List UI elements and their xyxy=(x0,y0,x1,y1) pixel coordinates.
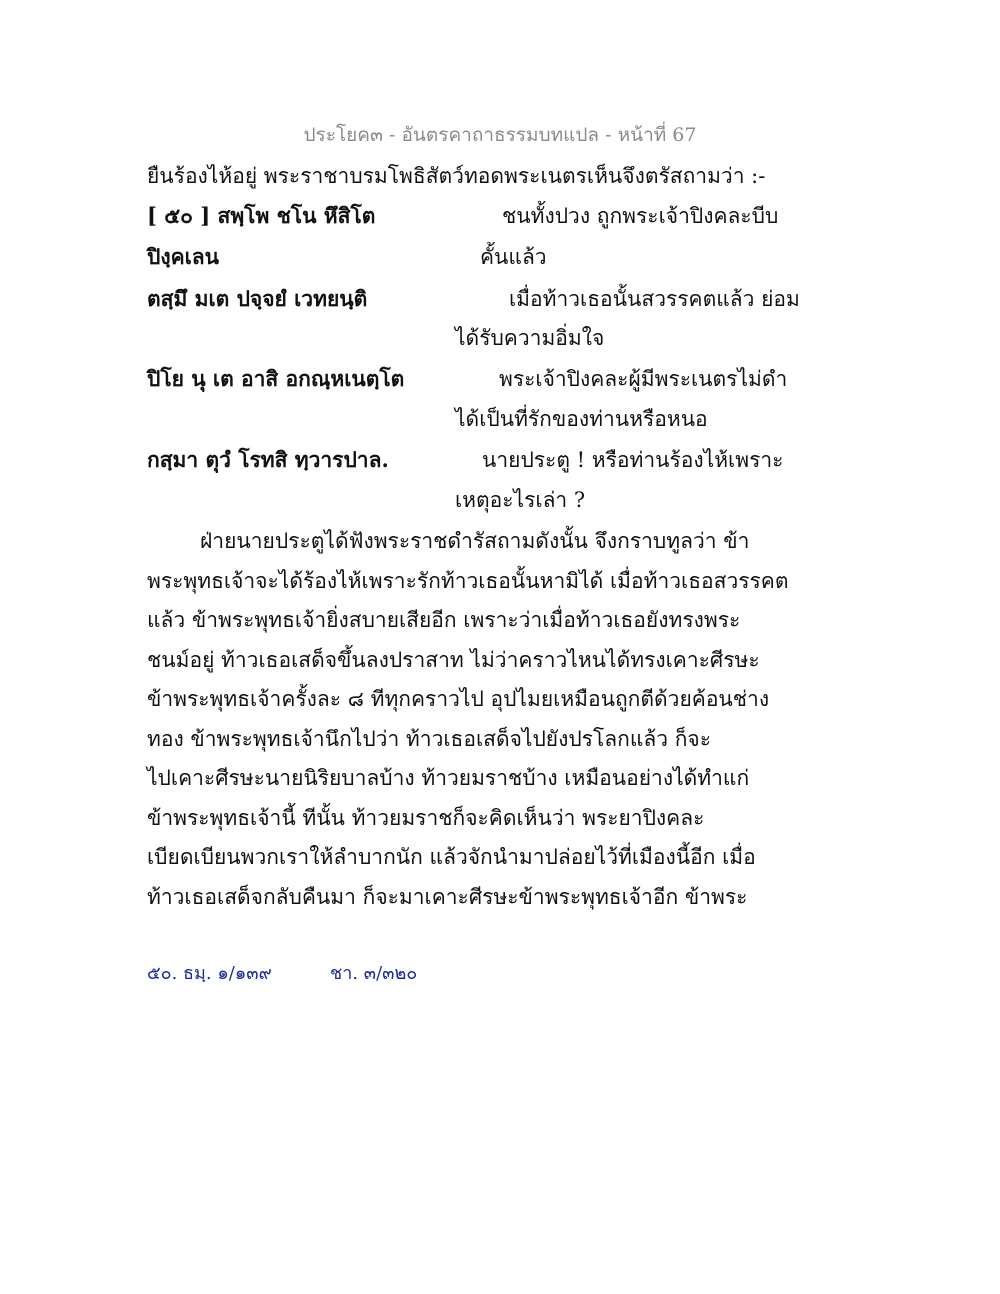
paragraph-line: ชนม์อยู่ ท้าวเธอเสด็จขึ้นลงปราสาท ไม่ว่าคราวไหนได้ทรงเคาะศีรษะ xyxy=(147,648,760,672)
verse-translation: คั้นแล้ว xyxy=(480,245,547,269)
verse-row xyxy=(147,363,867,393)
paragraph-line: ฝ่ายนายประตูได้ฟังพระราชดำรัสถามดังนั้น จึงกราบทูลว่า ข้า xyxy=(200,529,750,553)
verse-pali: [ ๕๐ ] สพฺโพ ชโน หึสิโต xyxy=(147,203,376,228)
footnote-reference: ชา. ๓/๓๒๐ xyxy=(330,963,418,984)
verse-continuation: ได้รับความอิ่มใจ xyxy=(455,326,605,350)
verse-translation: นายประตู ! หรือท่านร้องไห้เพราะ xyxy=(482,448,784,472)
paragraph-line: ข้าพระพุทธเจ้านี้ ทีนั้น ท้าวยมราชก็จะคิดเห็นว่า พระยาปิงคละ xyxy=(147,806,705,830)
paragraph-line: เบียดเบียนพวกเราให้ลำบากนัก แล้วจักนำมาปล่อยไว้ที่เมืองนี้อีก เมื่อ xyxy=(147,845,756,869)
footnote-reference: ๕๐. ธมฺ. ๑/๑๓๙ xyxy=(147,963,272,984)
paragraph-line: ไปเคาะศีรษะนายนิริยบาลบ้าง ท้าวยมราชบ้าง เหมือนอย่างได้ทำแก่ xyxy=(147,766,750,790)
verse-translation: พระเจ้าปิงคละผู้มีพระเนตรไม่ดำ xyxy=(499,367,788,391)
verse-pali: ปิโย นุ เต อาสิ อกณฺหเนตฺโต xyxy=(147,366,405,391)
page-header: ประโยค๓ - อันตรคาถาธรรมบทแปล - หน้าที่ 67 xyxy=(303,124,697,146)
verse-translation: เมื่อท้าวเธอนั้นสวรรคตแล้ว ย่อม xyxy=(509,287,800,311)
paragraph-line: พระพุทธเจ้าจะได้ร้องไห้เพราะรักท้าวเธอนั้นหามิได้ เมื่อท้าวเธอสวรรคต xyxy=(147,569,789,593)
verse-row xyxy=(147,200,867,230)
paragraph-line: ทอง ข้าพระพุทธเจ้านึกไปว่า ท้าวเธอเสด็จไปยังปรโลกแล้ว ก็จะ xyxy=(147,727,711,751)
verse-row xyxy=(147,444,867,474)
verse-pali: ปิงฺคเลน xyxy=(147,244,220,269)
intro-line: ยืนร้องไห้อยู่ พระราชาบรมโพธิสัตว์ทอดพระเนตรเห็นจึงตรัสถามว่า :- xyxy=(147,164,766,188)
verse-continuation: เหตุอะไรเล่า ? xyxy=(455,488,586,512)
verse-pali: กสฺมา ตุวํ โรทสิ ทฺวารปาล. xyxy=(147,447,389,472)
paragraph-line: แล้ว ข้าพระพุทธเจ้ายิ่งสบายเสียอีก เพราะว่าเมื่อท้าวเธอยังทรงพระ xyxy=(147,608,741,632)
verse-row xyxy=(147,283,867,313)
verse-pali: ตสฺมึ มเต ปจฺจยํ เวทยนฺติ xyxy=(147,286,368,311)
paragraph-line: ท้าวเธอเสด็จกลับคืนมา ก็จะมาเคาะศีรษะข้าพระพุทธเจ้าอีก ข้าพระ xyxy=(147,885,748,909)
verse-continuation: ได้เป็นที่รักของท่านหรือหนอ xyxy=(455,407,708,431)
verse-translation: ชนทั้งปวง ถูกพระเจ้าปิงคละบีบ xyxy=(502,204,779,228)
verse-row xyxy=(147,241,867,271)
paragraph-line: ข้าพระพุทธเจ้าครั้งละ ๘ ทีทุกคราวไป อุปไมยเหมือนถูกตีด้วยค้อนช่าง xyxy=(147,687,770,711)
